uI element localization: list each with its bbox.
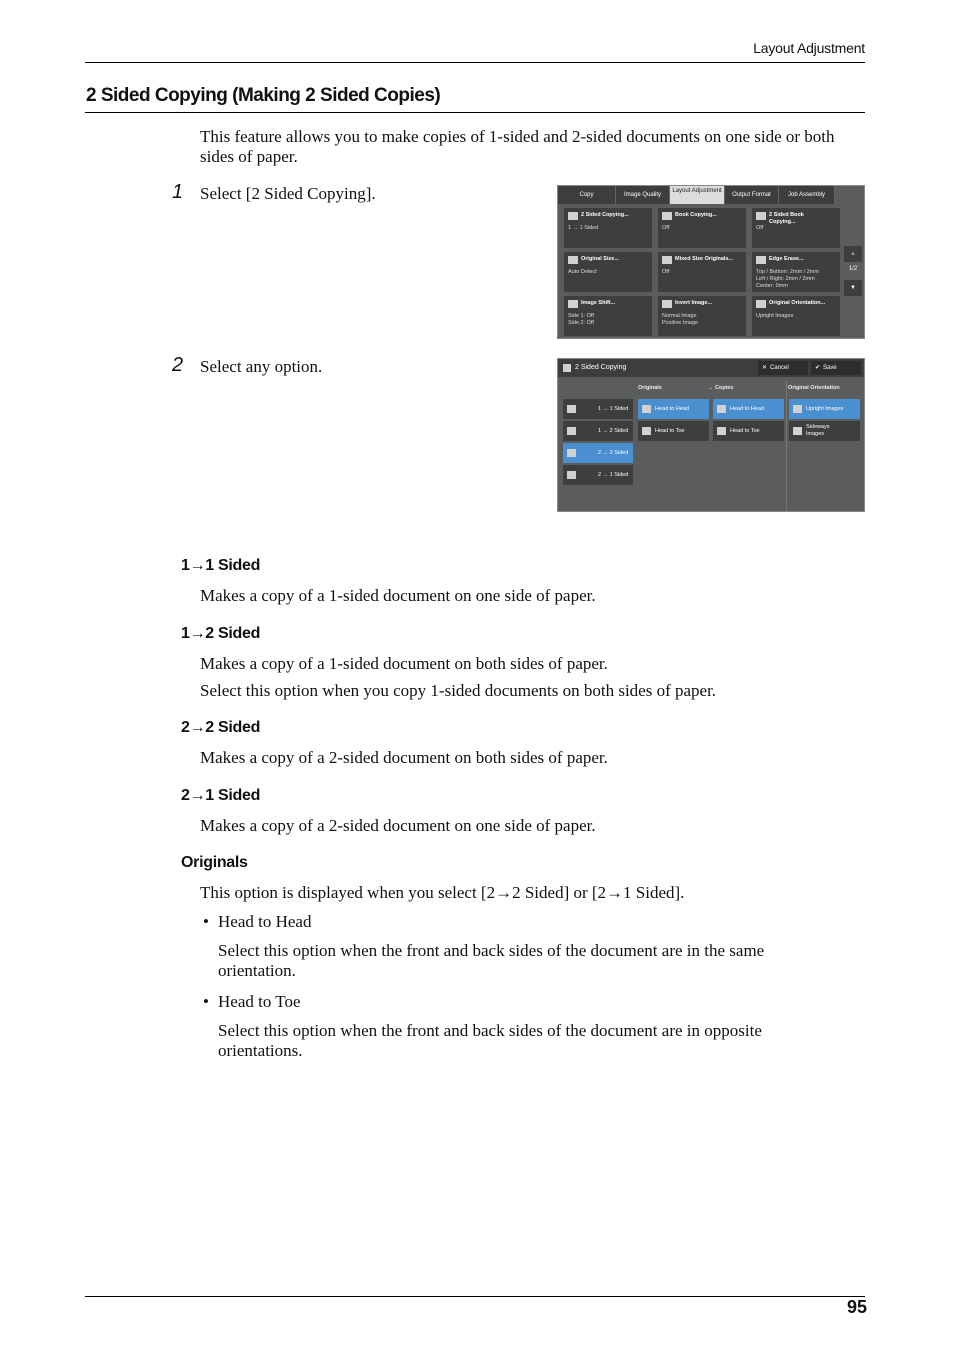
originals-head-to-head: Head to Head	[638, 399, 709, 419]
originals-heading: Originals	[181, 854, 248, 871]
originals-description: This option is displayed when you select [2→2 Sided] or [2→1 Sided].	[200, 883, 685, 902]
tile-2-sided-book-copying: 2 Sided Book Copying... Off	[752, 208, 840, 248]
tab-output-format: Output Format	[725, 186, 779, 204]
option-description: Makes a copy of a 1-sided document on one side of paper.	[200, 586, 596, 605]
two-sided-copying-screenshot	[557, 358, 865, 512]
title-rule	[85, 112, 865, 113]
close-icon: ✕	[762, 365, 768, 371]
copies-head-to-toe: Head to Toe	[713, 421, 784, 441]
option-description: Select this option when you copy 1-sided documents on both sides of paper.	[200, 681, 717, 700]
save-button: ✔ Save	[811, 361, 861, 375]
duplex-icon	[563, 364, 571, 372]
book-icon	[756, 212, 766, 220]
book-icon	[662, 212, 672, 220]
option-description: Makes a copy of a 1-sided document on both sides of paper.	[200, 654, 608, 673]
orientation-icon	[756, 300, 766, 308]
duplex-icon	[567, 405, 576, 413]
step-number: 1	[172, 181, 184, 203]
screen-title: 2 Sided Copying	[575, 364, 627, 371]
tile-2-sided-copying: 2 Sided Copying... 1 → 1 Sided	[564, 208, 652, 248]
mode-2-1-sided: 2 → 1 Sided	[563, 465, 633, 485]
erase-icon	[756, 256, 766, 264]
scroll-up-icon: ▲	[844, 246, 862, 262]
page-icon	[642, 427, 651, 435]
mode-2-2-sided: 2 → 2 Sided	[563, 443, 633, 463]
orientation-upright: Upright Images	[789, 399, 860, 419]
check-icon: ✔	[815, 365, 821, 371]
bullet-icon: •	[203, 992, 209, 1011]
page-icon	[717, 405, 726, 413]
invert-icon	[662, 300, 672, 308]
column-divider	[786, 381, 787, 511]
footer-rule	[85, 1296, 865, 1297]
page-indicator: 1/2	[848, 266, 858, 272]
tile-book-copying: Book Copying... Off	[658, 208, 746, 248]
bullet-description: Select this option when the front and back sides of the document are in opposite orientations.	[218, 1021, 762, 1060]
upright-a-icon	[793, 405, 802, 413]
tile-original-size: Original Size... Auto Detect	[564, 252, 652, 292]
tab-copy: Copy	[558, 186, 616, 204]
option-description: Makes a copy of a 2-sided document on both sides of paper.	[200, 748, 608, 767]
column-header-orientation: Original Orientation	[788, 385, 840, 391]
bullet-description: Select this option when the front and back sides of the document are in the same orientation.	[218, 941, 765, 980]
page-number: 95	[846, 1297, 867, 1317]
tab-image-quality: Image Quality	[616, 186, 670, 204]
originals-head-to-toe: Head to Toe	[638, 421, 709, 441]
option-heading: 2→2 Sided	[181, 719, 261, 736]
header-rule	[85, 62, 865, 63]
copies-head-to-head: Head to Head	[713, 399, 784, 419]
sideways-a-icon	[793, 427, 802, 435]
stack-icon	[662, 256, 672, 264]
tile-mixed-size-originals: Mixed Size Originals... Off	[658, 252, 746, 292]
section-title: 2 Sided Copying (Making 2 Sided Copies)	[86, 85, 441, 106]
tile-invert-image: Invert Image... Normal Image Positive Image	[658, 296, 746, 336]
cancel-button: ✕ Cancel	[758, 361, 808, 375]
step-text: Select [2 Sided Copying].	[200, 184, 376, 203]
scroll-down-icon: ▼	[844, 280, 862, 296]
step-number: 2	[172, 354, 184, 376]
tile-original-orientation: Original Orientation... Upright Images	[752, 296, 840, 336]
bullet-icon: •	[203, 912, 209, 931]
tab-job-assembly: Job Assembly	[779, 186, 835, 204]
bullet-item-head-to-head: Head to Head	[218, 912, 312, 931]
duplex-icon	[567, 427, 576, 435]
option-heading: 1→1 Sided	[181, 557, 261, 574]
orientation-sideways: Sideways Images	[789, 421, 860, 441]
page-icon	[642, 405, 651, 413]
duplex-icon	[567, 449, 576, 457]
tile-image-shift: Image Shift... Side 1: Off Side 2: Off	[564, 296, 652, 336]
step-text: Select any option.	[200, 357, 323, 376]
option-heading: 1→2 Sided	[181, 625, 261, 642]
mode-1-2-sided: 1 → 2 Sided	[563, 421, 633, 441]
column-header-originals: Originals	[638, 385, 662, 391]
tile-edge-erase: Edge Erase... Top / Bottom: 2mm / 2mm Left / Right: 2mm / 2mm Center: 0mm	[752, 252, 840, 292]
running-header: Layout Adjustment	[753, 40, 865, 56]
option-description: Makes a copy of a 2-sided document on one side of paper.	[200, 816, 596, 835]
duplex-icon	[567, 471, 576, 479]
column-header-copies: → Copies	[708, 385, 734, 391]
page-icon	[717, 427, 726, 435]
shift-icon	[568, 300, 578, 308]
option-heading: 2→1 Sided	[181, 787, 261, 804]
duplex-icon	[568, 212, 578, 220]
mode-1-1-sided: 1 → 1 Sided	[563, 399, 633, 419]
intro-paragraph: This feature allows you to make copies of 1-sided and 2-sided documents on one side or both sides of paper.	[200, 127, 835, 166]
tab-layout-adjustment: Layout Adjustment	[670, 186, 725, 204]
size-icon	[568, 256, 578, 264]
layout-adjustment-screenshot	[557, 185, 865, 339]
bullet-item-head-to-toe: Head to Toe	[218, 992, 301, 1011]
